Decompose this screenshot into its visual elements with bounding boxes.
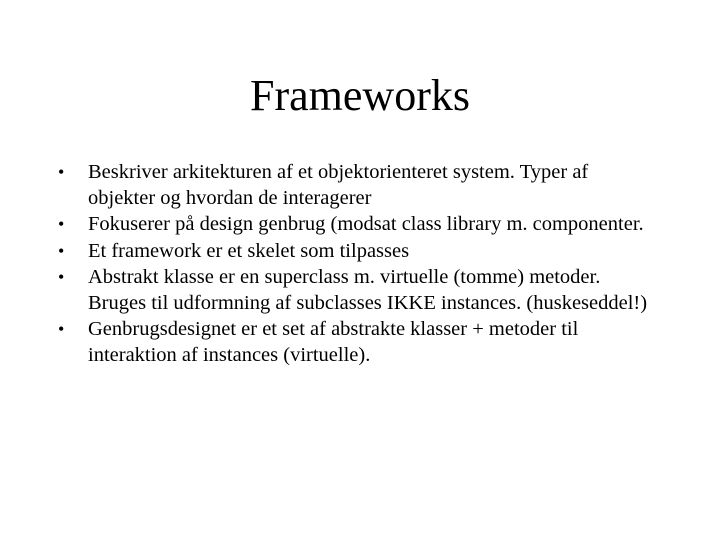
bullet-dot-icon: • [58,267,65,287]
bullet-item [58,212,658,238]
bullet-dot-icon: • [58,319,65,339]
slide-title: Frameworks [250,71,470,120]
bullet-dot-icon: • [58,240,65,261]
bullet-text: Et framework er et skelet som tilpasses [88,239,410,262]
bullet-text: Fokuserer på design genbrug (modsat class library m. componenter. [88,213,644,235]
bullet-dot-icon: • [58,162,65,182]
bullet-text: Beskriver arkitekturen af et objektorienteret system. Typer af objekter og hvordan de interagerer [88,161,589,209]
bullet-item [58,239,658,265]
bullet-item [58,265,658,316]
bullet-list [58,160,658,369]
bullet-text: Abstrakt klasse er en superclass m. virtuelle (tomme) metoder. Bruges til udformning af subclasses IKKE instances. (huskeseddel!) [88,266,648,314]
bullet-item [58,160,658,211]
bullet-text: Genbrugsdesignet er et set af abstrakte klasser + metoder til interaktion af instances (virtuelle). [88,318,579,366]
bullet-item [58,317,658,368]
bullet-dot-icon: • [58,214,65,234]
